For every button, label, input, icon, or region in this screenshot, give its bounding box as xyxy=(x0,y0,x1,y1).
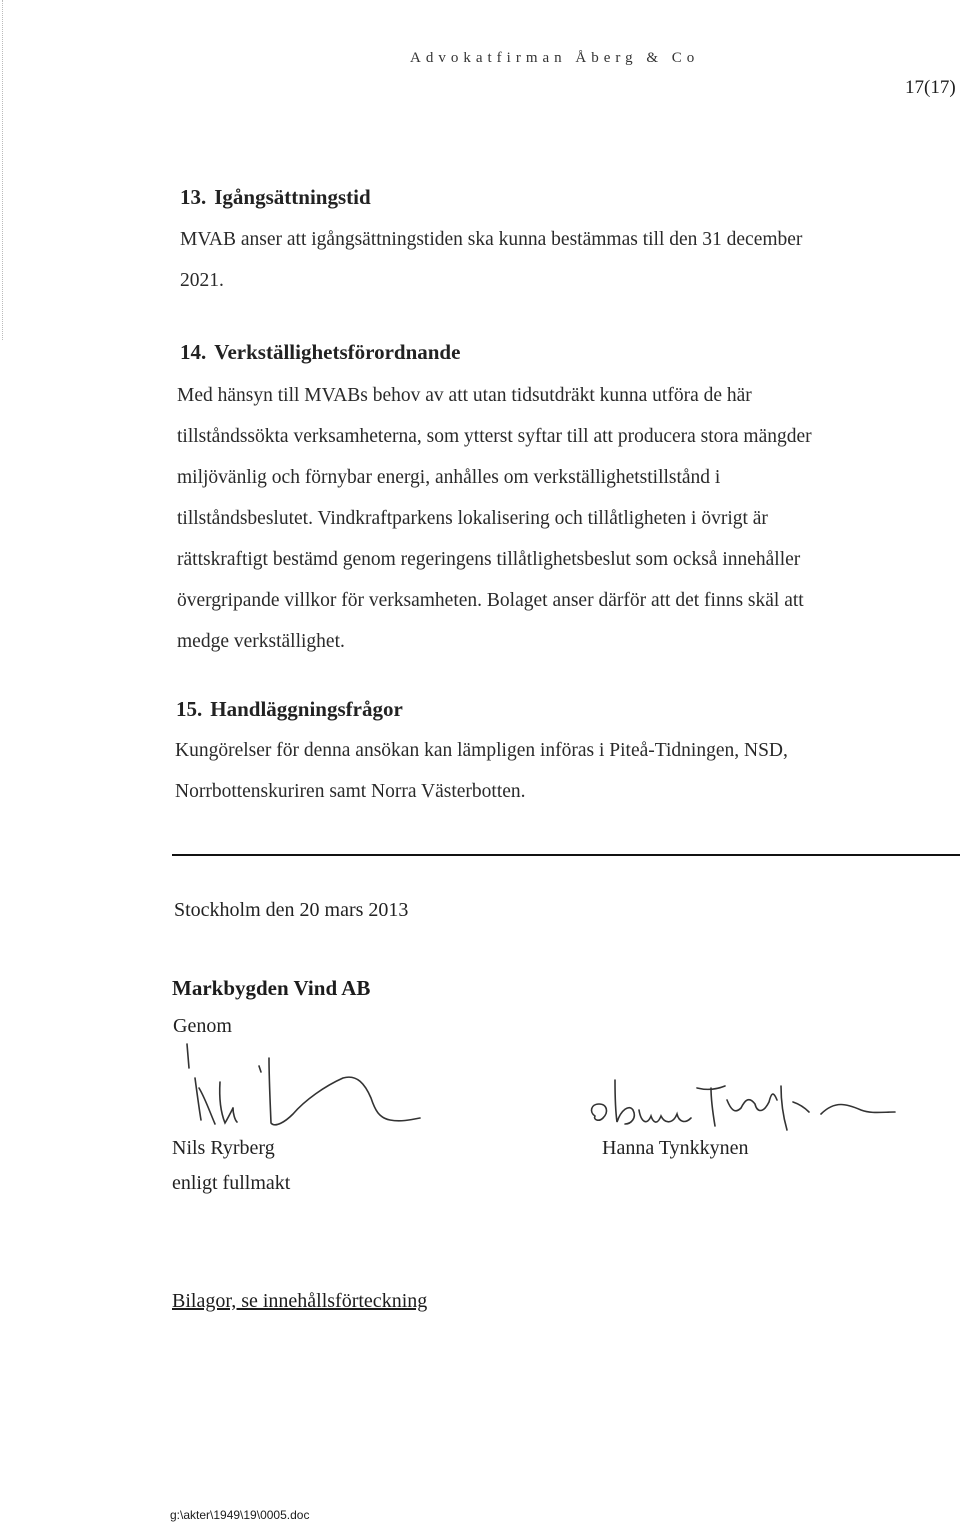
text-line: 2021. xyxy=(180,270,224,291)
text-line: miljövänlig och förnybar energi, anhålles om verkställighetstillstånd i xyxy=(177,467,721,488)
page-number: 17(17) xyxy=(905,77,956,98)
section-13-body xyxy=(180,219,802,301)
scan-edge-mark xyxy=(2,0,4,340)
company-name: Markbygden Vind AB xyxy=(172,976,371,1000)
section-15-heading xyxy=(176,697,403,722)
firm-letterhead: Advokatfirman Åberg & Co xyxy=(410,50,700,66)
text-line: Norrbottenskuriren samt Norra Västerbotten. xyxy=(175,781,526,802)
section-13-heading xyxy=(180,185,371,210)
text-line: medge verkställighet. xyxy=(177,631,345,652)
signatory-2-name: Hanna Tynkkynen xyxy=(602,1137,749,1159)
text-line: övergripande villkor för verksamheten. Bolaget anser därför att det finns skäl att xyxy=(177,590,804,611)
signatory-1-name: Nils Ryrberg xyxy=(172,1137,275,1159)
section-14-heading xyxy=(180,340,460,365)
section-number: 14. xyxy=(180,340,207,364)
file-path-footer: g:\akter\1949\19\0005.doc xyxy=(170,1508,310,1522)
signatory-1-note: enligt fullmakt xyxy=(172,1172,291,1194)
section-number: 15. xyxy=(176,697,203,721)
section-15-body xyxy=(175,730,788,812)
section-title: Verkställighetsförordnande xyxy=(214,340,461,364)
section-title: Igångsättningstid xyxy=(214,185,371,209)
section-14-body xyxy=(177,375,812,662)
signature-nils-ryrberg xyxy=(175,1038,435,1138)
text-line: Med hänsyn till MVABs behov av att utan tidsutdräkt kunna utföra de här xyxy=(177,385,752,406)
text-line: tillståndssökta verksamheterna, som ytterst syftar till att producera stora mängder xyxy=(177,426,812,447)
signature-hanna-tynkkynen xyxy=(585,1060,905,1140)
place-date: Stockholm den 20 mars 2013 xyxy=(174,899,409,921)
through-label: Genom xyxy=(173,1015,232,1037)
section-number: 13. xyxy=(180,185,207,209)
text-line: MVAB anser att igångsättningstiden ska kunna bestämmas till den 31 december xyxy=(180,229,803,250)
section-title: Handläggningsfrågor xyxy=(210,697,403,721)
text-line: Kungörelser för denna ansökan kan lämpligen införas i Piteå-Tidningen, NSD, xyxy=(175,740,788,761)
horizontal-rule xyxy=(172,854,960,856)
text-line: tillståndsbeslutet. Vindkraftparkens lokalisering och tillåtligheten i övrigt är xyxy=(177,508,768,529)
text-line: rättskraftigt bestämd genom regeringens tillåtlighetsbeslut som också innehåller xyxy=(177,549,801,570)
attachments-note: Bilagor, se innehållsförteckning xyxy=(172,1290,428,1312)
